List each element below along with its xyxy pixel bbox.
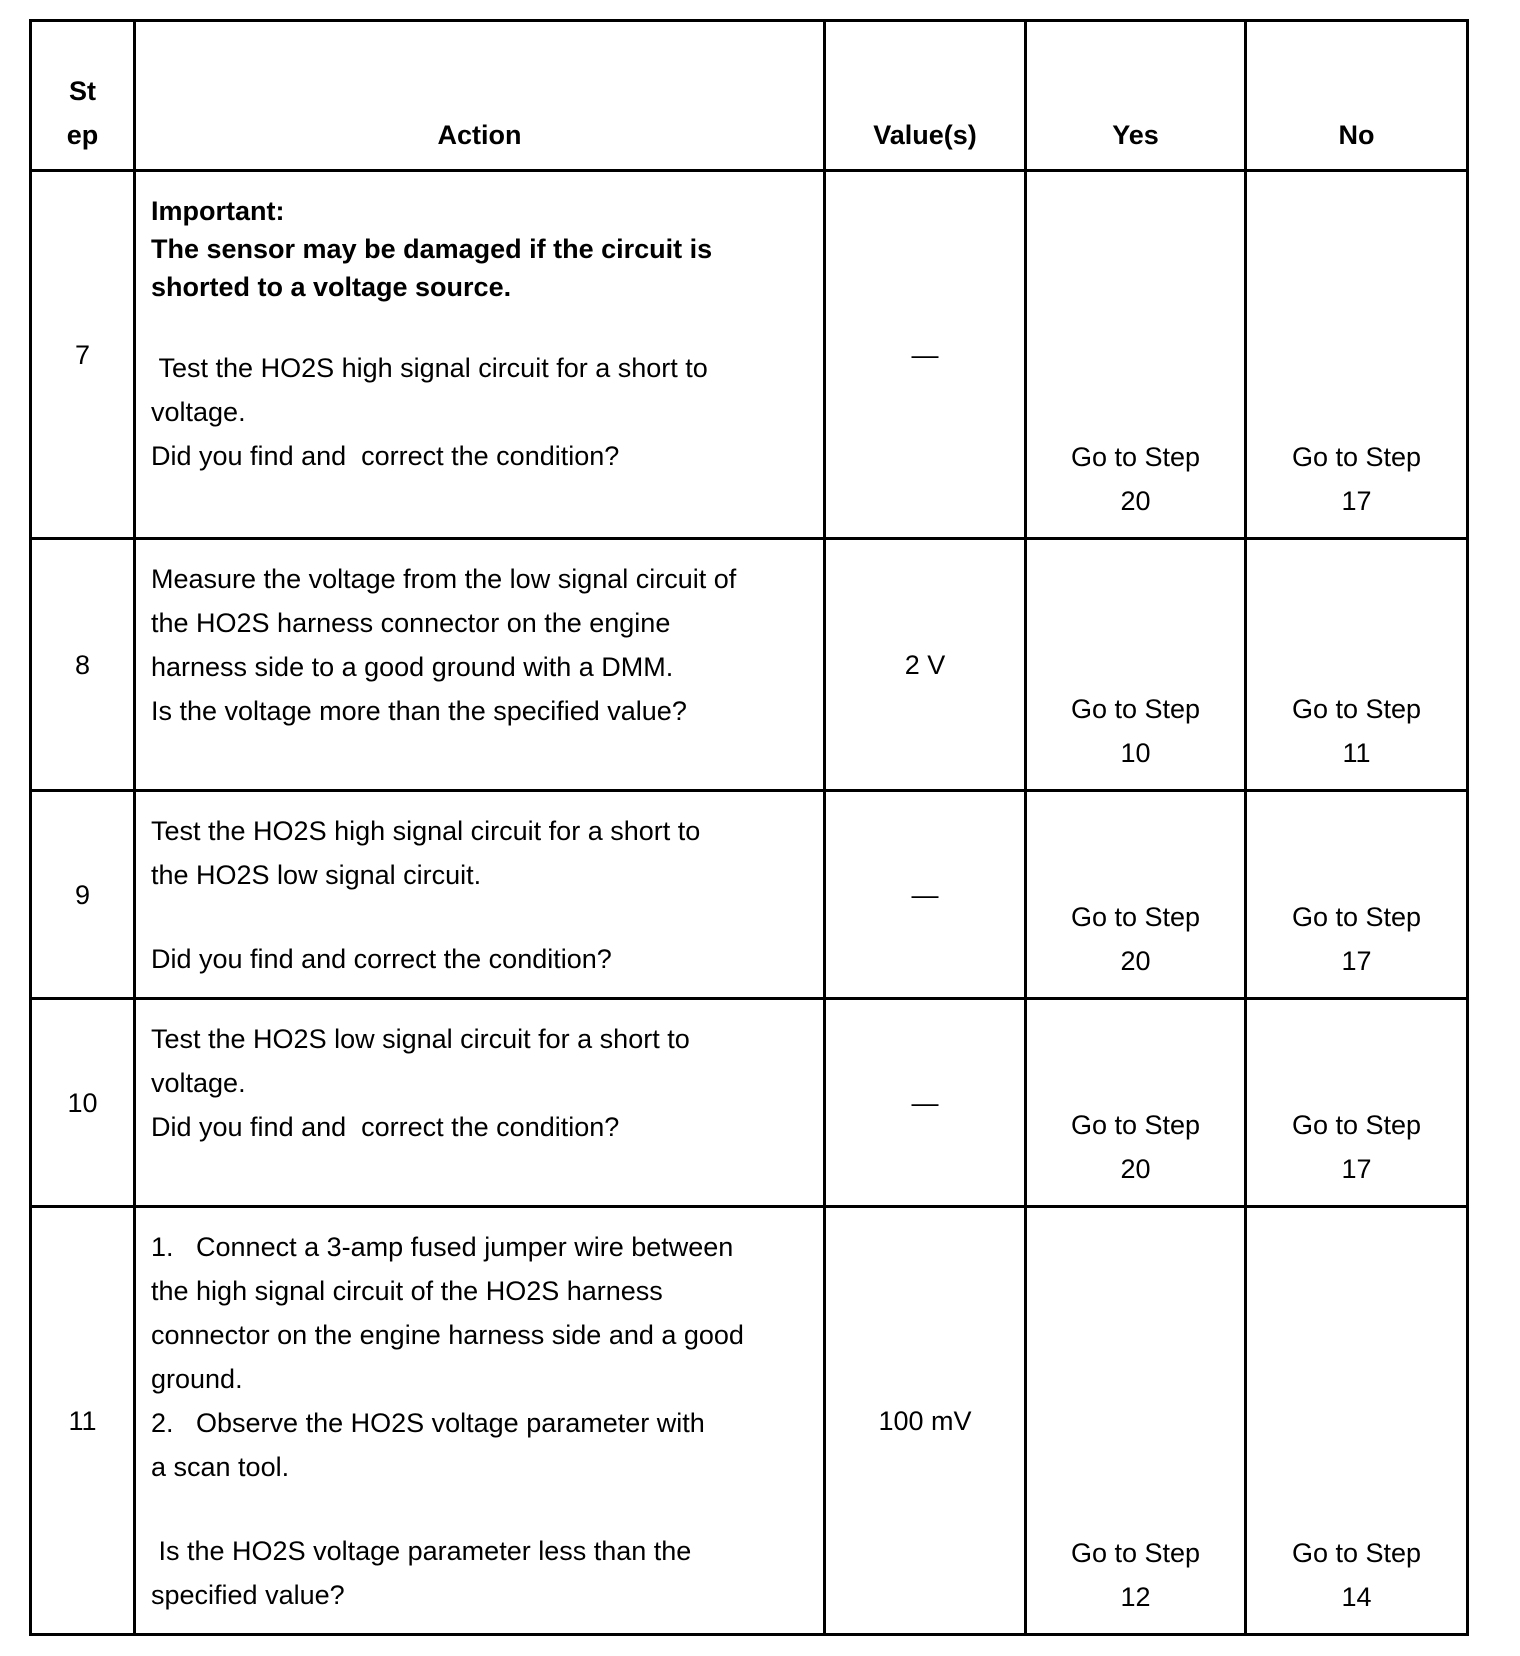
step-number: 8 [31, 539, 135, 791]
value-cell: — [825, 999, 1026, 1207]
no-cell: Go to Step 17 [1246, 999, 1468, 1207]
no-cell: Go to Step 14 [1246, 1207, 1468, 1635]
header-no: No [1246, 21, 1468, 171]
step-number: 11 [31, 1207, 135, 1635]
no-cell: Go to Step 17 [1246, 171, 1468, 539]
action-cell: Test the HO2S high signal circuit for a short to the HO2S low signal circuit. Did you find and correct the condition? [135, 791, 825, 999]
yes-cell: Go to Step 20 [1026, 999, 1246, 1207]
value-cell: 2 V [825, 539, 1026, 791]
step-number: 7 [31, 171, 135, 539]
table-row [31, 171, 1468, 539]
action-cell: 1. Connect a 3-amp fused jumper wire between the high signal circuit of the HO2S harness connector on the engine harness side and a good ground. 2. Observe the HO2S voltage parameter with a scan tool. Is the HO2S voltage parameter less than the specified value? [135, 1207, 825, 1635]
header-step: St ep [31, 21, 135, 171]
step-number: 10 [31, 999, 135, 1207]
no-cell: Go to Step 11 [1246, 539, 1468, 791]
header-row [31, 21, 1468, 171]
table-row [31, 791, 1468, 999]
value-cell: 100 mV [825, 1207, 1026, 1635]
header-values: Value(s) [825, 21, 1026, 171]
table-row [31, 999, 1468, 1207]
header-yes: Yes [1026, 21, 1246, 171]
header-action: Action [135, 21, 825, 171]
step-number: 9 [31, 791, 135, 999]
table-row [31, 1207, 1468, 1635]
no-cell: Go to Step 17 [1246, 791, 1468, 999]
action-cell: Test the HO2S low signal circuit for a short to voltage. Did you find and correct the condition? [135, 999, 825, 1207]
yes-cell: Go to Step 20 [1026, 791, 1246, 999]
value-cell: — [825, 171, 1026, 539]
table-row [31, 539, 1468, 791]
action-cell: Measure the voltage from the low signal circuit of the HO2S harness connector on the engine harness side to a good ground with a DMM. Is the voltage more than the specified value? [135, 539, 825, 791]
diagnostic-table [29, 19, 1469, 1636]
action-cell: Important: The sensor may be damaged if the circuit is shorted to a voltage source. Test the HO2S high signal circuit for a short to voltage. Did you find and correct the condition? [135, 171, 825, 539]
yes-cell: Go to Step 12 [1026, 1207, 1246, 1635]
yes-cell: Go to Step 10 [1026, 539, 1246, 791]
value-cell: — [825, 791, 1026, 999]
yes-cell: Go to Step 20 [1026, 171, 1246, 539]
